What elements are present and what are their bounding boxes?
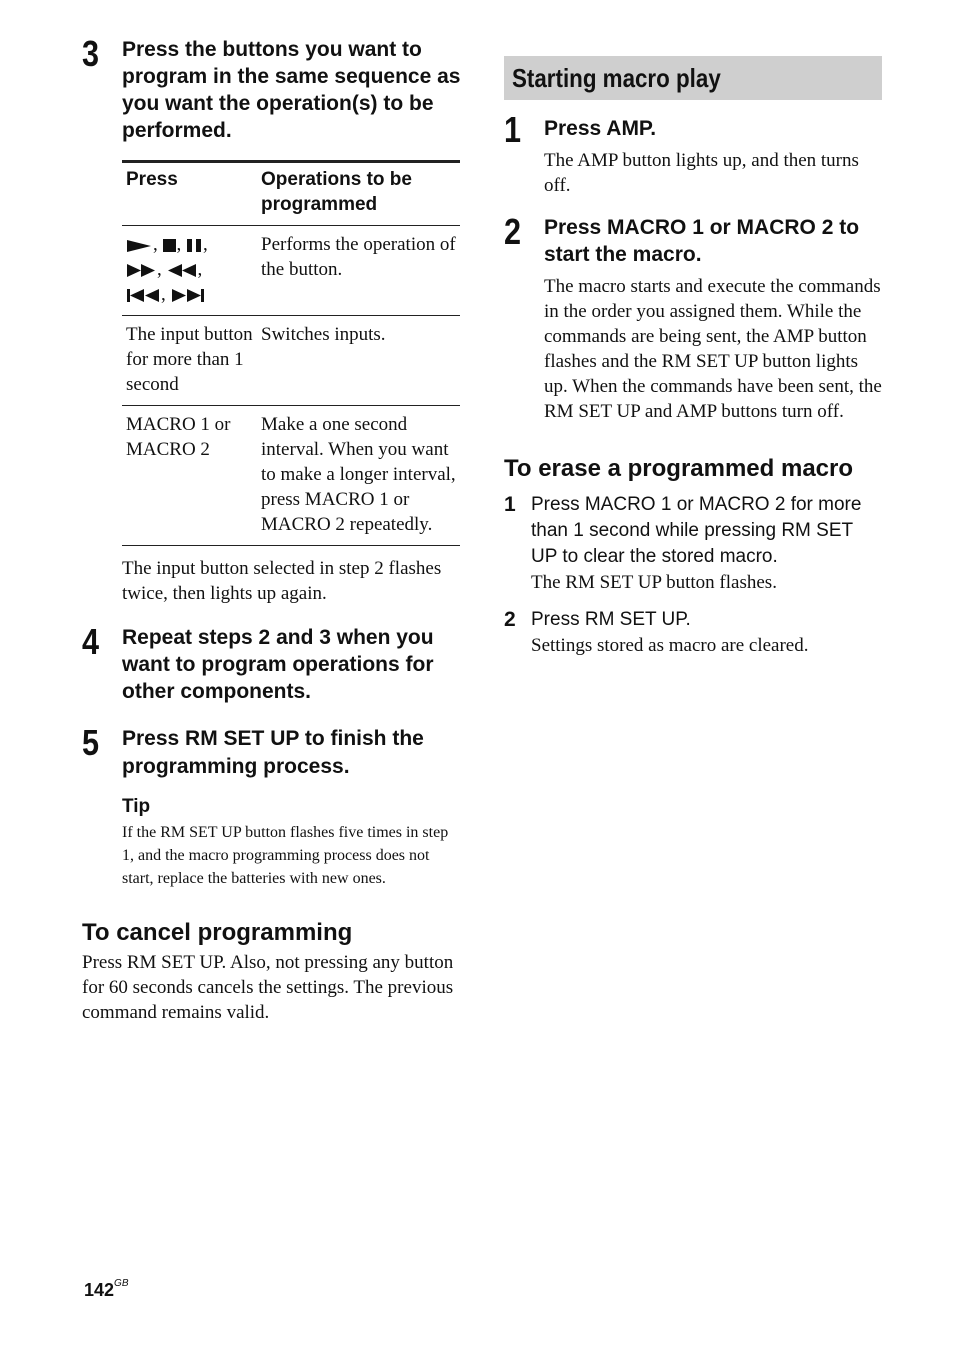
table-row	[122, 316, 460, 406]
previous-track-icon	[126, 289, 160, 302]
step-number: 2	[504, 211, 522, 252]
right-column	[504, 56, 884, 658]
cancel-section	[82, 918, 462, 1025]
step-action: Press MACRO 1 or MACRO 2 for more than 1 second while pressing RM SET UP to clear the stored macro.	[531, 494, 862, 567]
step-text: The AMP button lights up, and then turns off.	[544, 150, 859, 196]
stop-icon	[163, 239, 176, 252]
left-column	[82, 33, 462, 1025]
section-banner	[504, 56, 882, 100]
fast-forward-icon	[126, 264, 156, 277]
table-row	[122, 406, 460, 546]
step-title: Press RM SET UP to finish the programming process.	[122, 727, 424, 778]
press-cell: MACRO 1 or MACRO 2	[126, 414, 231, 460]
operation-cell: Switches inputs.	[261, 324, 386, 345]
tip-label: Tip	[122, 796, 151, 817]
table-header-row	[122, 162, 460, 226]
erase-step-2	[504, 607, 884, 658]
next-track-icon	[171, 289, 205, 302]
press-cell: The input button for more than 1 second	[126, 324, 253, 395]
erase-heading: To erase a programmed macro	[504, 455, 854, 482]
step-title: Press MACRO 1 or MACRO 2 to start the macro.	[544, 216, 860, 266]
step-title: Repeat steps 2 and 3 when you want to program operations for other components.	[122, 626, 434, 703]
page-number-value: 142	[84, 1280, 115, 1300]
erase-step-1	[504, 492, 884, 595]
programming-table	[122, 160, 460, 546]
page-number	[84, 1280, 129, 1301]
step-number: 2	[504, 608, 516, 631]
step-number: 4	[82, 621, 100, 662]
table-note: The input button selected in step 2 flashes twice, then lights up again.	[122, 558, 442, 604]
playback-buttons-cell: , , , , , ,	[122, 226, 257, 316]
cancel-heading: To cancel programming	[82, 919, 353, 946]
column-header-operations: Operations to be programmed	[261, 169, 412, 215]
section-title: Starting macro play	[512, 62, 721, 93]
step-number: 5	[82, 722, 100, 763]
tip-text: If the RM SET UP button flashes five times in step 1, and the macro programming process does not start, replace the batteries with new ones.	[122, 824, 449, 887]
step-title: Press the buttons you want to program in the same sequence as you want the operation(s) to be performed.	[122, 38, 461, 142]
step-3	[82, 33, 462, 606]
step-result: The RM SET UP button flashes.	[531, 572, 777, 593]
step-result: Settings stored as macro are cleared.	[531, 635, 809, 656]
step-number: 1	[504, 109, 522, 150]
erase-section	[504, 454, 884, 658]
play-step-2	[504, 211, 884, 424]
step-action: Press RM SET UP.	[531, 609, 691, 630]
play-step-1	[504, 109, 884, 198]
play-icon	[126, 239, 152, 253]
operation-cell: Make a one second interval. When you want to make a longer interval, press MACRO 1 or MACRO 2 repeatedly.	[261, 414, 456, 535]
table-row	[122, 226, 460, 316]
step-number: 1	[504, 493, 516, 516]
step-title: Press AMP.	[544, 117, 657, 140]
step-number: 3	[82, 33, 100, 74]
rewind-icon	[167, 264, 197, 277]
page-number-suffix: GB	[114, 1278, 129, 1289]
column-header-press: Press	[126, 169, 178, 190]
step-5	[82, 722, 462, 890]
cancel-text: Press RM SET UP. Also, not pressing any button for 60 seconds cancels the settings. The previous command remains valid.	[82, 952, 454, 1023]
operation-cell: Performs the operation of the button.	[261, 234, 456, 280]
step-text: The macro starts and execute the commands in the order you assigned them. While the commands are being sent, the AMP button flashes and the RM SET UP button lights up. When the commands have been sent, the RM SET UP and AMP buttons turn off.	[544, 276, 882, 422]
step-4	[82, 621, 462, 705]
pause-icon	[186, 239, 202, 252]
tip-box	[122, 795, 462, 890]
